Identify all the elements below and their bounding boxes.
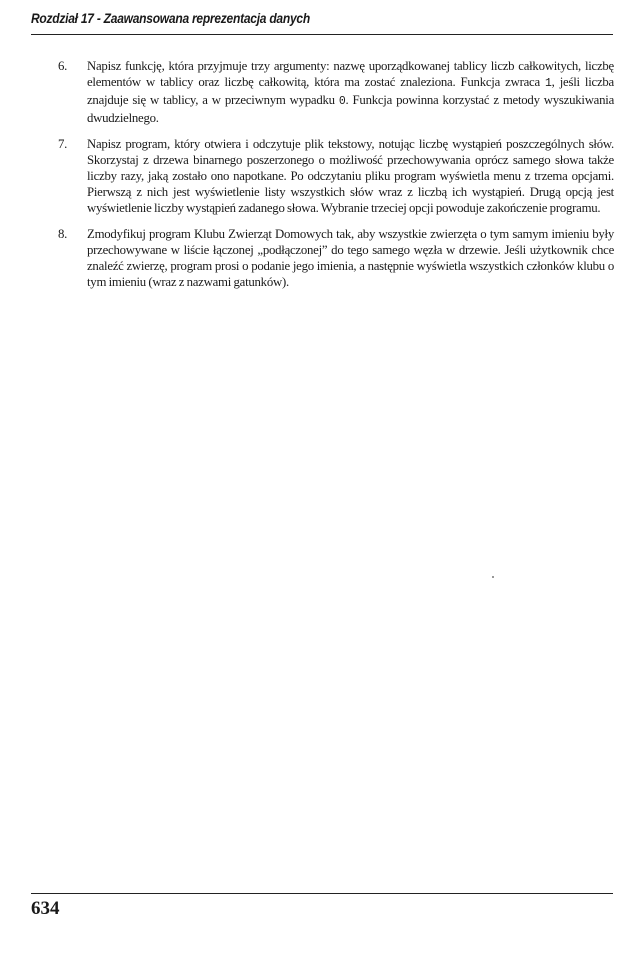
- header-divider: [31, 34, 613, 35]
- exercise-item-6: [58, 58, 614, 126]
- page-header: [31, 10, 613, 34]
- exercise-text: Napisz funkcję, która przyjmuje trzy argumenty: nazwę uporządkowanej tablicy liczb całkowitych, liczbę elementów w tablicy oraz liczbę całkowitą, która ma zostać znaleziona. Funkcja zwraca: [87, 59, 614, 89]
- exercise-list: [58, 58, 614, 300]
- exercise-text: Zmodyfikuj program Klubu Zwierząt Domowych tak, aby wszystkie zwierzęta o tym samym imieniu były przechowywane w liście łączonej „podłączonej” do tego samego węzła w drzewie. Jeśli użytkownik chce znaleźć zwierzę, program prosi o podanie jego imienia, a następnie wyświetla wszystkich członków klubu o tym imieniu (wraz z nazwami gatunków).: [87, 227, 614, 289]
- exercise-item-8: [58, 226, 614, 290]
- footer-divider: [31, 893, 613, 894]
- exercise-text: Napisz program, który otwiera i odczytuje plik tekstowy, notując liczbę wystąpień poszczególnych słów. Skorzystaj z drzewa binarnego poszerzonego o możliwość przechowywania oprócz samego słowa także liczby razy, jaką zostało ono napotkane. Po odczytaniu pliku program wyświetla menu z trzema opcjami. Pierwszą z nich jest wyświetlenie listy wszystkich słów wraz z liczbą ich wystąpień. Drugą opcją jest wyświetlenie liczby wystąpień zadanego słowa. Wybranie trzeciej opcji powoduje zakończenie programu.: [87, 137, 614, 215]
- code-value-zero: 0: [338, 95, 346, 108]
- exercise-number: 8.: [58, 227, 68, 241]
- exercise-text: , jeśli liczba znajduje się w tablicy, a w przeciwnym wypadku: [87, 75, 614, 107]
- chapter-title: Rozdział 17 - Zaawansowana reprezentacja danych: [31, 10, 310, 26]
- exercise-number: 6.: [58, 59, 68, 73]
- exercise-number: 7.: [58, 137, 68, 151]
- page-number: 634: [31, 898, 60, 919]
- exercise-item-7: [58, 136, 614, 216]
- scan-speck: [492, 576, 494, 578]
- exercise-text: . Funkcja powinna korzystać z metody wyszukiwania dwudzielnego.: [87, 93, 614, 125]
- code-value-one: 1: [545, 77, 552, 90]
